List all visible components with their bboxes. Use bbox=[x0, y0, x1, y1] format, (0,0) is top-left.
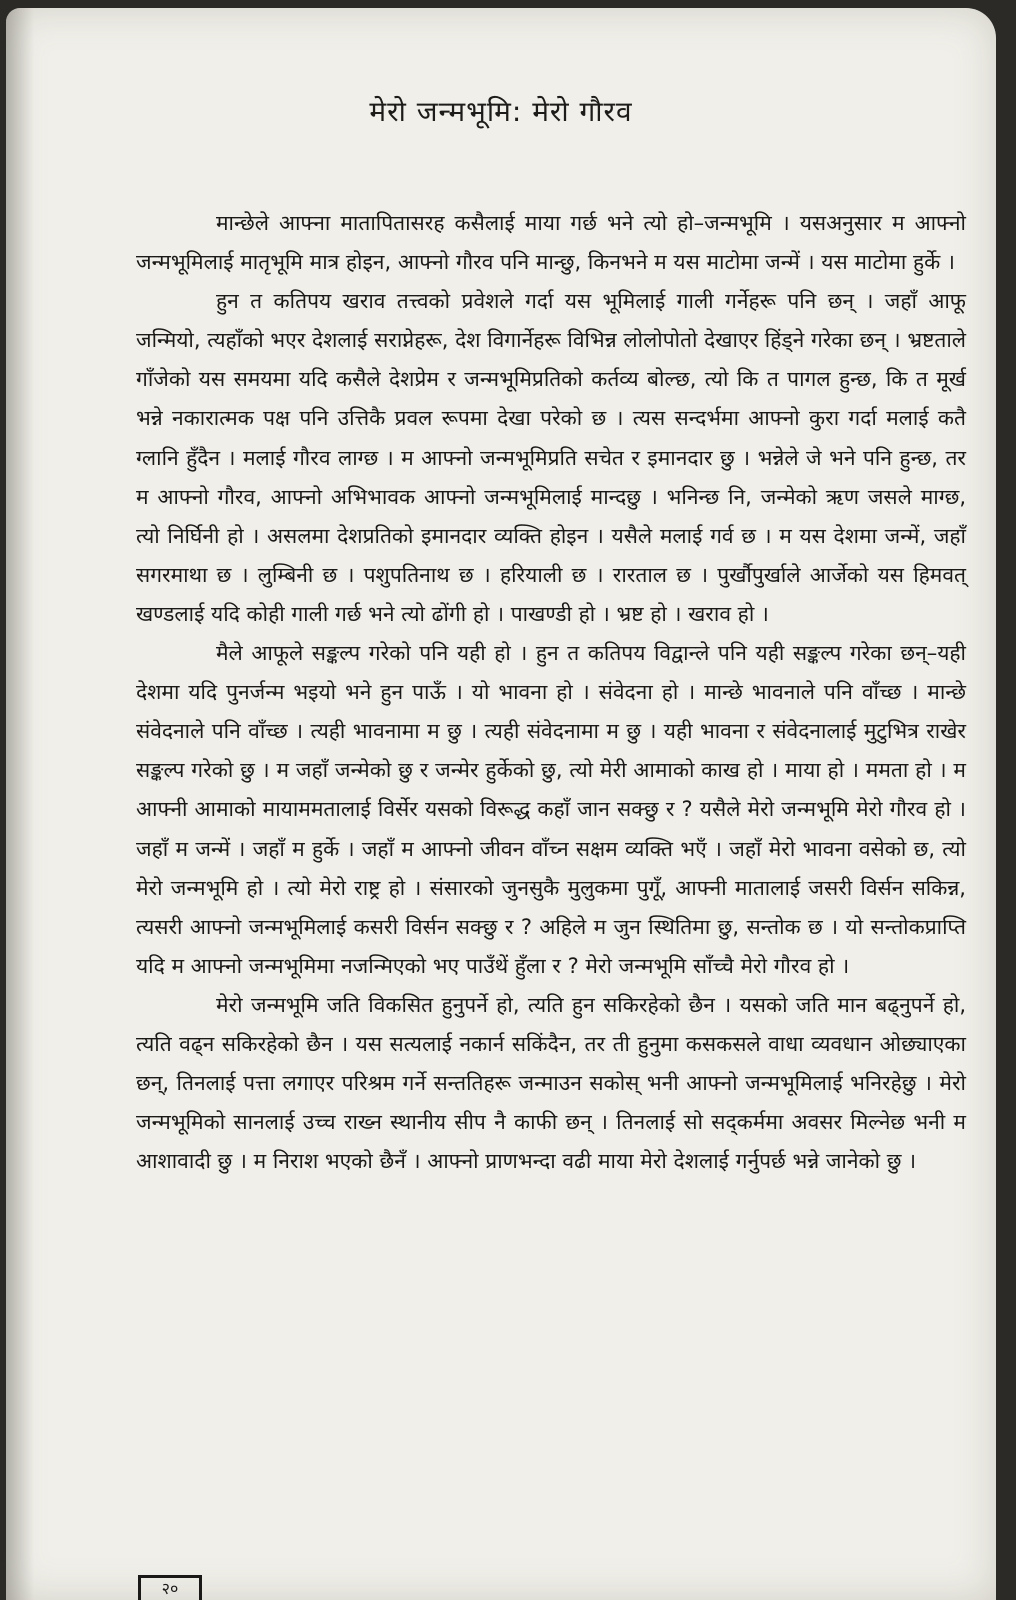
paragraph-2: हुन त कतिपय खराव तत्त्वको प्रवेशले गर्दा यस भूमिलाई गाली गर्नेहरू पनि छन् । जहाँ आफू जन्मियो, त्यहाँको भएर देशलाई सराप्नेहरू, देश विगार्नेहरू विभिन्न लोलोपोतो देखाएर हिंड्ने गरेका छन् । भ्रष्टताले गाँजेको यस समयमा यदि कसैले देशप्रेम र जन्मभूमिप्रतिको कर्तव्य बोल्छ, त्यो कि त पागल हुन्छ, कि त मूर्ख भन्ने नकारात्मक पक्ष पनि उत्तिकै प्रवल रूपमा देखा परेको छ । त्यस सन्दर्भमा आफ्नो कुरा गर्दा मलाई कतै ग्लानि हुँदैन । मलाई गौरव लाग्छ । म आफ्नो जन्मभूमिप्रति सचेत र इमानदार छु । भन्नेले जे भने पनि हुन्छ, तर म आफ्नो गौरव, आफ्नो अभिभावक आफ्नो जन्मभूमिलाई मान्दछु । भनिन्छ नि, जन्मेको ऋण जसले माग्छ, त्यो निर्घिनी हो । असलमा देशप्रतिको इमानदार व्यक्ति होइन । यसैले मलाई गर्व छ । म यस देशमा जन्में, जहाँ सगरमाथा छ । लुम्बिनी छ । पशुपतिनाथ छ । हरियाली छ । रारताल छ । पुर्खौपुर्खाले आर्जेको यस हिमवत् खण्डलाई यदि कोही गाली गर्छ भने त्यो ढोंगी हो । पाखण्डी हो । भ्रष्ट हो । खराव हो । bbox=[136, 289, 966, 626]
paragraph-1: मान्छेले आफ्ना मातापितासरह कसैलाई माया गर्छ भने त्यो हो–जन्मभूमि । यसअनुसार म आफ्नो जन्मभूमिलाई मातृभूमि मात्र होइन, आफ्नो गौरव पनि मान्छु, किनभने म यस माटोमा जन्में । यस माटोमा हुर्के । bbox=[136, 211, 966, 275]
paragraph-3: मैले आफूले सङ्कल्प गरेको पनि यही हो । हुन त कतिपय विद्वान्ले पनि यही सङ्कल्प गरेका छन्–यही देशमा यदि पुनर्जन्म भइयो भने हुन पाऊँ । यो भावना हो । संवेदना हो । मान्छे भावनाले पनि वाँच्छ । मान्छे संवेदनाले पनि वाँच्छ । त्यही भावनामा म छु । त्यही संवेदनामा म छु । यही भावना र संवेदनालाई मुटुभित्र राखेर सङ्कल्प गरेको छु । म जहाँ जन्मेको छु र जन्मेर हुर्केको छु, त्यो मेरी आमाको काख हो । माया हो । ममता हो । म आफ्नी आमाको मायाममतालाई विर्सेर यसको विरूद्ध कहाँ जान सक्छु र ? यसैले मेरो जन्मभूमि मेरो गौरव हो । जहाँ म जन्में । जहाँ म हुर्के । जहाँ म आफ्नो जीवन वाँच्न सक्षम व्यक्ति भएँ । जहाँ मेरो भावना वसेको छ, त्यो मेरो जन्मभूमि हो । त्यो मेरो राष्ट्र हो । संसारको जुनसुकै मुलुकमा पुगूँ, आफ्नी मातालाई जसरी विर्सन सकिन्न, त्यसरी आफ्नो जन्मभूमिलाई कसरी विर्सन सक्छु र ? अहिले म जुन स्थितिमा छु, सन्तोक छ । यो सन्तोकप्राप्ति यदि म आफ्नो जन्मभूमिमा नजन्मिएको भए पाउँथें हुँला र ? मेरो जन्मभूमि साँच्चै मेरो गौरव हो । bbox=[136, 641, 966, 978]
essay-body bbox=[136, 204, 966, 1181]
page-number: २० bbox=[138, 1575, 202, 1600]
paragraph-4: मेरो जन्मभूमि जति विकसित हुनुपर्ने हो, त्यति हुन सकिरहेको छैन । यसको जति मान बढ्नुपर्ने हो, त्यति वढ्न सकिरहेको छैन । यस सत्यलाई नकार्न सकिंदैन, तर ती हुनुमा कसकसले वाधा व्यवधान ओछ्याएका छन्, तिनलाई पत्ता लगाएर परिश्रम गर्ने सन्ततिहरू जन्माउन सकोस् भनी आफ्नो जन्मभूमिलाई भनिरहेछु । मेरो जन्मभूमिको सानलाई उच्च राख्न स्थानीय सीप नै काफी छन् । तिनलाई सो सद्कर्ममा अवसर मिल्नेछ भनी म आशावादी छु । म निराश भएको छैनँ । आफ्नो प्राणभन्दा वढी माया मेरो देशलाई गर्नुपर्छ भन्ने जानेको छु । bbox=[136, 992, 966, 1174]
book-page bbox=[6, 8, 996, 1600]
essay-title: मेरो जन्मभूमि: मेरो गौरव bbox=[369, 95, 633, 128]
